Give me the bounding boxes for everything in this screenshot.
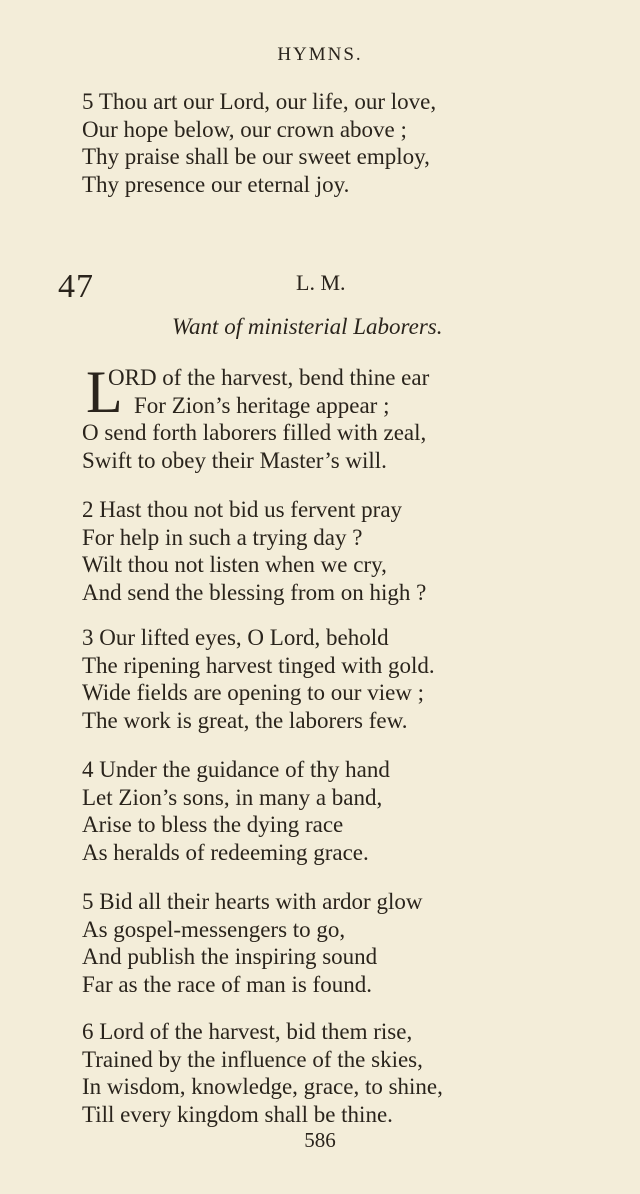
verse-line: The ripening harvest tinged with gold.	[82, 652, 435, 678]
verse-line: Wilt thou not listen when we cry,	[82, 552, 387, 578]
stanza-5	[82, 888, 422, 998]
drop-cap: L	[86, 359, 123, 425]
verse-line: O send forth laborers filled with zeal,	[82, 420, 427, 446]
verse-line: Far as the race of man is found.	[82, 971, 372, 997]
verse-line: ORD of the harvest, bend thine ear	[108, 365, 430, 390]
hymn-meter: L. M.	[296, 270, 346, 295]
verse-line: 4 Under the guidance of thy hand	[82, 757, 390, 782]
stanza-2	[82, 496, 426, 606]
verse-line: 2 Hast thou not bid us fervent pray	[82, 497, 403, 522]
running-head: HYMNS.	[277, 44, 363, 65]
verse-line: The work is great, the laborers few.	[82, 707, 408, 733]
verse-line: Thy praise shall be our sweet employ,	[82, 144, 430, 170]
verse-line: In wisdom, knowledge, grace, to shine,	[82, 1074, 443, 1100]
verse-line: Arise to bless the dying race	[82, 812, 344, 838]
verse-line: For help in such a trying day ?	[82, 524, 363, 550]
verse-line: For Zion’s heritage appear ;	[134, 392, 390, 418]
stanza-3	[82, 624, 435, 734]
previous-hymn-stanza	[82, 88, 436, 198]
verse-line: 6 Lord of the harvest, bid them rise,	[82, 1019, 413, 1044]
verse-line: Till every kingdom shall be thine.	[82, 1101, 393, 1127]
verse-line: As gospel-messengers to go,	[82, 916, 346, 942]
verse-line: And send the blessing from on high ?	[82, 579, 427, 605]
page-number: 586	[304, 1128, 336, 1152]
verse-line: As heralds of redeeming grace.	[82, 839, 369, 865]
verse-line: Let Zion’s sons, in many a band,	[82, 784, 383, 810]
verse-line: Thy presence our eternal joy.	[82, 171, 350, 197]
verse-line: Trained by the influence of the skies,	[82, 1046, 423, 1072]
first-stanza	[82, 359, 430, 474]
stanza-6	[82, 1018, 443, 1128]
verse-line: 3 Our lifted eyes, O Lord, behold	[82, 625, 389, 650]
hymn-number: 47	[58, 268, 94, 305]
verse-line: Swift to obey their Master’s will.	[82, 447, 387, 473]
verse-line: And publish the inspiring sound	[82, 944, 378, 970]
hymn-subtitle: Want of ministerial Laborers.	[172, 314, 443, 339]
verse-line: Wide fields are opening to our view ;	[82, 680, 425, 706]
verse-line: Our hope below, our crown above ;	[82, 116, 407, 142]
verse-line: 5 Thou art our Lord, our life, our love,	[82, 89, 437, 114]
stanza-4	[82, 756, 390, 866]
verse-line: 5 Bid all their hearts with ardor glow	[82, 889, 423, 914]
